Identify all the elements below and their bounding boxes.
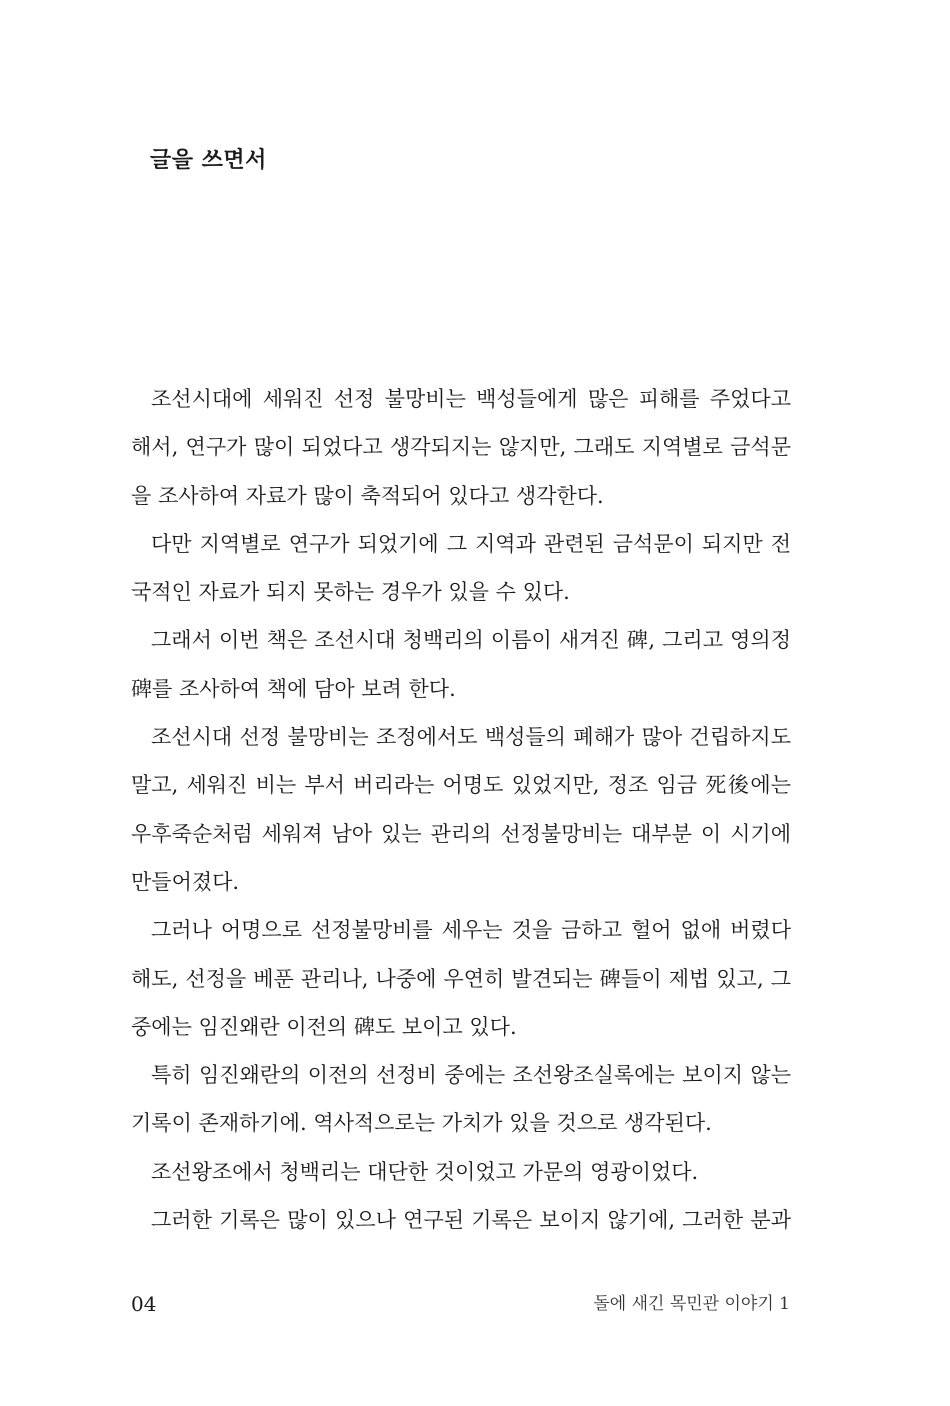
page-number: 04 — [131, 1292, 157, 1316]
text-line: 碑를 조사하여 책에 담아 보려 한다. — [131, 676, 456, 701]
text-line: 국적인 자료가 되지 못하는 경우가 있을 수 있다. — [131, 580, 570, 605]
text-line: 기록이 존재하기에. 역사적으로는 가치가 있을 것으로 생각된다. — [131, 1111, 712, 1136]
text-line: 해서, 연구가 많이 되었다고 생각되지는 않지만, 그래도 지역별로 금석문 — [131, 435, 791, 460]
text-line: 중에는 임진왜란 이전의 碑도 보이고 있다. — [131, 1014, 517, 1039]
text-line: 조선시대에 세워진 선정 불망비는 백성들에게 많은 피해를 주었다고 — [151, 387, 791, 411]
page-footer — [131, 1289, 790, 1319]
page-heading: 글을 쓰면서 — [150, 148, 267, 173]
text-line: 다만 지역별로 연구가 되었기에 그 지역과 관련된 금석문이 되지만 전 — [151, 531, 791, 556]
text-line: 해도, 선정을 베푼 관리나, 나중에 우연히 발견되는 碑들이 제법 있고, 그 — [131, 966, 791, 991]
text-line: 만들어졌다. — [131, 869, 240, 894]
text-line: 그래서 이번 책은 조선시대 청백리의 이름이 새겨진 碑, 그리고 영의정 — [151, 628, 791, 653]
text-line: 조선시대 선정 불망비는 조정에서도 백성들의 폐해가 많아 건립하지도 — [151, 725, 791, 750]
text-line: 을 조사하여 자료가 많이 축적되어 있다고 생각한다. — [131, 483, 604, 508]
text-line: 조선왕조에서 청백리는 대단한 것이었고 가문의 영광이었다. — [151, 1159, 699, 1184]
text-line: 그러나 어명으로 선정불망비를 세우는 것을 금하고 헐어 없애 버렸다 — [151, 918, 791, 943]
text-line: 특히 임진왜란의 이전의 선정비 중에는 조선왕조실록에는 보이지 않는 — [151, 1063, 791, 1088]
running-title: 돌에 새긴 목민관 이야기 1 — [593, 1294, 790, 1314]
text-line: 우후죽순처럼 세워져 남아 있는 관리의 선정불망비는 대부분 이 시기에 — [131, 821, 791, 846]
body-text — [131, 375, 791, 1244]
text-line: 말고, 세워진 비는 부서 버리라는 어명도 있었지만, 정조 임금 死後에는 — [131, 773, 791, 798]
text-line: 그러한 기록은 많이 있으나 연구된 기록은 보이지 않기에, 그러한 분과 — [151, 1208, 791, 1233]
